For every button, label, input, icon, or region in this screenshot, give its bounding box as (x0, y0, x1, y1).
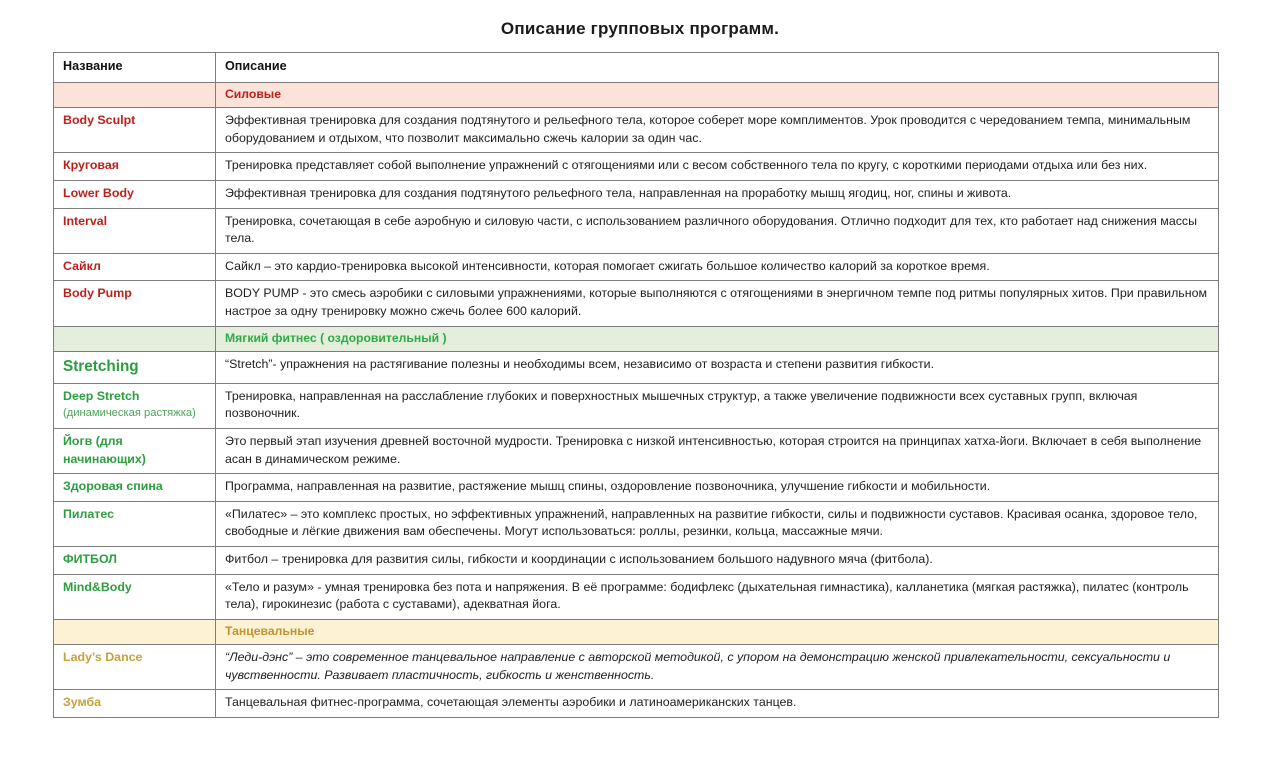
program-description: Тренировка представляет собой выполнение упражнений с отягощениями или с весом собственного тела по кругу, с короткими периодами отдыха или без них. (216, 153, 1219, 181)
program-name: Зумба (63, 695, 102, 710)
section-band-spacer (54, 619, 216, 644)
program-description: Танцевальная фитнес-программа, сочетающая элементы аэробики и латиноамериканских танцев. (216, 690, 1219, 718)
program-description: Тренировка, направленная на расслабление глубоких и поверхностных мышечных структур, а также увеличение подвижности всех суставных групп, включая позвоночник. (216, 383, 1219, 428)
program-name: Пилатес (63, 506, 114, 521)
program-name-cell (54, 253, 216, 281)
program-name: ФИТБОЛ (63, 552, 117, 566)
section-band-label: Танцевальные (216, 619, 1219, 644)
program-description: «Тело и разум» - умная тренировка без пота и напряжения. В её программе: бодифлекс (дыхательная гимнастика), калланетика (мягкая растяжка), пилатес (контроль тела), гирокинезис (работа с суставами), адекватная йога. (216, 574, 1219, 619)
program-name-cell (54, 645, 216, 690)
table-row (54, 574, 1219, 619)
program-name-subtitle: (динамическая растяжка) (63, 407, 196, 420)
section-band-spacer (54, 326, 216, 351)
table-row (54, 690, 1219, 718)
program-name: Deep Stretch (63, 388, 140, 403)
program-description: «Пилатес» – это комплекс простых, но эффективных упражнений, направленных на развитие гибкости, силы и подвижности суставов. Красивая осанка, здоровое тело, свободные и лёгкие движения вам обеспечены. Могут использоваться: роллы, резинки, кольца, массажные мячи. (216, 501, 1219, 546)
program-description: Это первый этап изучения древней восточной мудрости. Тренировка с низкой интенсивностью, которая строится на принципах хатха-йоги. Включает в себя выполнение асан в динамическом режиме. (216, 428, 1219, 473)
program-name-cell (54, 383, 216, 428)
program-name: Здоровая спина (63, 479, 163, 494)
program-description: Эффективная тренировка для создания подтянутого и рельефного тела, которое соберет море комплиментов. Урок проводится с чередованием темпа, минимальным оборудованием и отдыхом, что позволит максимально сжечь калории за один час. (216, 108, 1219, 153)
program-name: Body Pump (63, 286, 132, 301)
page-title: Описание групповых программ. (500, 19, 780, 38)
program-name-cell (54, 428, 216, 473)
program-name: Сайкл (63, 258, 101, 273)
programs-table-container (53, 52, 1218, 718)
program-name: Lower Body (63, 186, 134, 201)
table-row (54, 108, 1219, 153)
table-row (54, 383, 1219, 428)
program-description: BODY PUMP - это смесь аэробики с силовыми упражнениями, которые выполняются с отягощениями в энергичном темпе под ритмы популярных хитов. При правильном настрое за одну тренировку можно сжечь более 600 калорий. (216, 281, 1219, 326)
program-description: “Stretch”- упражнения на растягивание полезны и необходимы всем, независимо от возраста и степени развития гибкости. (216, 352, 1219, 384)
program-name-cell (54, 474, 216, 502)
program-description: Фитбол – тренировка для развития силы, гибкости и координации с использованием большого надувного мяча (фитбола). (216, 547, 1219, 575)
program-name: Interval (63, 213, 108, 228)
program-name-cell (54, 574, 216, 619)
program-name: Lady’s Dance (63, 650, 143, 665)
section-band-soft (54, 326, 1219, 351)
table-row (54, 281, 1219, 326)
program-name-cell (54, 547, 216, 575)
table-row (54, 428, 1219, 473)
table-row (54, 474, 1219, 502)
section-band-dance (54, 619, 1219, 644)
program-name-cell (54, 108, 216, 153)
program-description: Тренировка, сочетающая в себе аэробную и силовую части, с использованием различного оборудования. Отлично подходит для тех, кто работает над снижения массы тела. (216, 208, 1219, 253)
table-row (54, 181, 1219, 209)
program-name: Stretching (63, 358, 139, 376)
table-row (54, 547, 1219, 575)
programs-table-body (54, 53, 1219, 718)
program-name-cell (54, 501, 216, 546)
table-row (54, 253, 1219, 281)
table-header-row (54, 53, 1219, 83)
column-header-desc: Описание (216, 53, 1219, 83)
program-name-cell (54, 281, 216, 326)
program-name: Mind&Body (63, 579, 132, 594)
program-name-cell (54, 690, 216, 718)
column-header-name: Название (54, 53, 216, 83)
program-name: Круговая (63, 158, 119, 173)
table-row (54, 352, 1219, 384)
program-description: Сайкл – это кардио-тренировка высокой интенсивности, которая помогает сжигать большое количество калорий за короткое время. (216, 253, 1219, 281)
program-name-cell (54, 208, 216, 253)
section-band-label: Силовые (216, 82, 1219, 107)
programs-table (53, 52, 1219, 718)
program-name: Body Sculpt (63, 113, 136, 128)
section-band-spacer (54, 82, 216, 107)
program-description: Эффективная тренировка для создания подтянутого рельефного тела, направленная на проработку мышц ягодиц, ног, спины и живота. (216, 181, 1219, 209)
program-name: Йогв (для начинающих) (63, 433, 146, 466)
section-band-strength (54, 82, 1219, 107)
program-name-cell (54, 352, 216, 384)
program-name-cell (54, 153, 216, 181)
program-name-cell (54, 181, 216, 209)
section-band-label: Мягкий фитнес ( оздоровительный ) (216, 326, 1219, 351)
table-row (54, 153, 1219, 181)
program-description: “Леди-дэнс” – это современное танцевальное направление с авторской методикой, с упором на демонстрацию женской привлекательности, сексуальности и чувственности. Развивает пластичность, гибкость и женственность. (216, 645, 1219, 690)
table-row (54, 645, 1219, 690)
table-row (54, 501, 1219, 546)
table-row (54, 208, 1219, 253)
program-description: Программа, направленная на развитие, растяжение мышц спины, оздоровление позвоночника, улучшение гибкости и мобильности. (216, 474, 1219, 502)
